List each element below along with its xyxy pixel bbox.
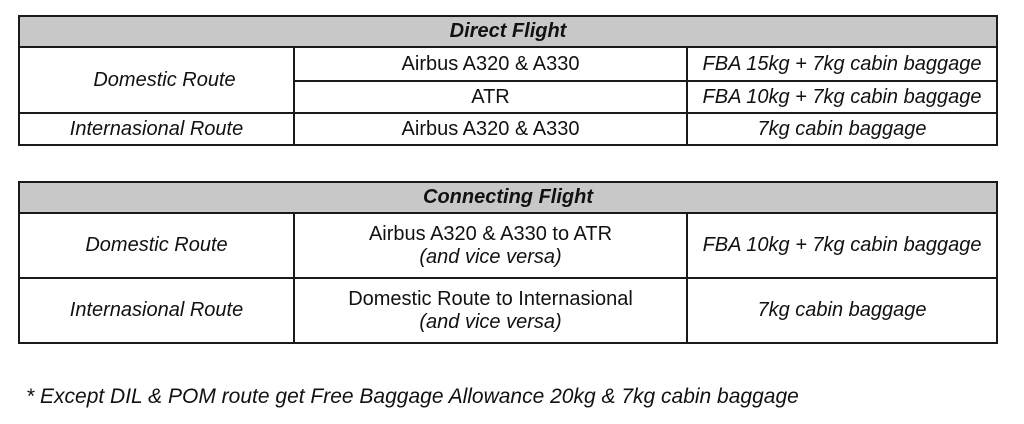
connecting-flight-table <box>18 181 998 344</box>
connecting-international-route-label: Internasional Route <box>19 278 294 343</box>
direct-domestic-baggage-1: FBA 15kg + 7kg cabin baggage <box>687 47 997 81</box>
connecting-domestic-aircraft-cell <box>294 213 687 278</box>
connecting-international-aircraft-cell <box>294 278 687 343</box>
direct-international-route-label: Internasional Route <box>19 113 294 145</box>
connecting-flight-header: Connecting Flight <box>19 182 997 213</box>
connecting-domestic-baggage: FBA 10kg + 7kg cabin baggage <box>687 213 997 278</box>
direct-domestic-aircraft-1: Airbus A320 & A330 <box>294 47 687 81</box>
direct-international-aircraft: Airbus A320 & A330 <box>294 113 687 145</box>
direct-international-baggage: 7kg cabin baggage <box>687 113 997 145</box>
footnote: * Except DIL & POM route get Free Baggage Allowance 20kg & 7kg cabin baggage <box>26 385 799 408</box>
connecting-domestic-route-label: Domestic Route <box>19 213 294 278</box>
connecting-domestic-note: (and vice versa) <box>419 245 562 268</box>
direct-flight-header: Direct Flight <box>19 16 997 47</box>
connecting-international-note: (and vice versa) <box>419 310 562 333</box>
direct-domestic-baggage-2: FBA 10kg + 7kg cabin baggage <box>687 81 997 113</box>
direct-domestic-route-label: Domestic Route <box>19 47 294 113</box>
connecting-international-baggage: 7kg cabin baggage <box>687 278 997 343</box>
direct-domestic-aircraft-2: ATR <box>294 81 687 113</box>
connecting-international-aircraft: Domestic Route to Internasional <box>348 287 633 310</box>
direct-flight-table <box>18 15 998 146</box>
connecting-domestic-aircraft: Airbus A320 & A330 to ATR <box>368 222 613 245</box>
